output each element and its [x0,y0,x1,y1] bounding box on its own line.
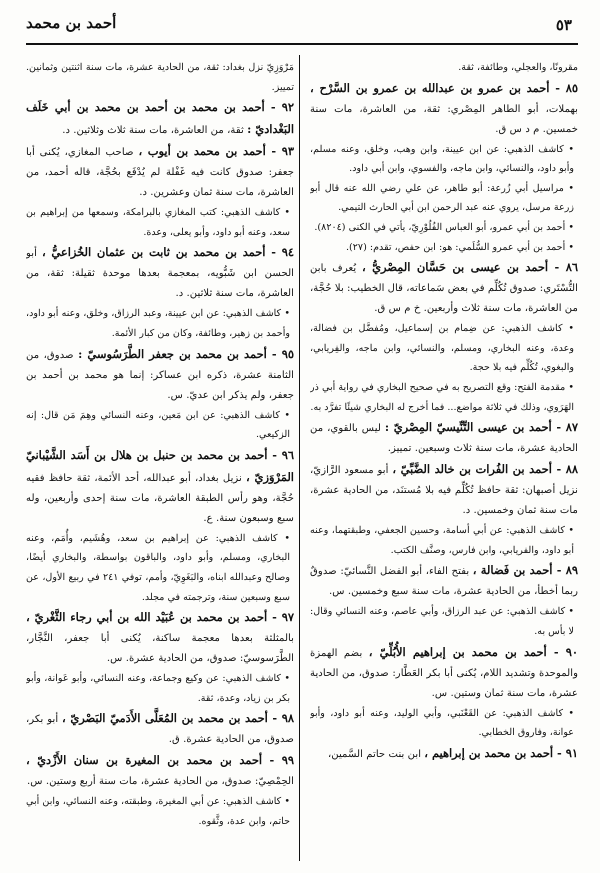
commentary-note: • كاشف الذهبي: عن ابن عيينة، وعبد الرزاق، وخلق، وعنه أبو داود، وأحمد بن زهير، وطائفة، وكان من كبار الأئمة. [26,308,290,339]
biography-entry [26,242,294,304]
commentary-note: • مراسيل أبي زُرعة: أبو طاهر، عن علي رضي الله عنه قال أبو زرعة مرسل، يروي عنه عبد الرحمن ابن أبي الحارث التيمي. [310,182,574,214]
biography-entry [26,141,294,203]
entry-text: صاحب المغازي، يُكنى أبا جعفر: صدوق كانت فيه غَفْلة لم يُدْفَع بحُجَّة، قاله أحمد، من العاشرة، مات سنة ثمان وعشرين. د. [26,147,294,199]
commentary-note: • كاشف الذهبي: عن إبراهيم بن سعد، وهُشَيم، وأُمَم، وعنه البخاري، ومسلم، وأبو داود، والباقون بواسطة، والبخاري أيضًا، وصالح وعبدالله ابناه، والبَغَوِيّ، وأمم، توفي ٢٤١ في ربيع الأول، عن سبع وسبعين سنة، وترجمته في مجلد. [26,532,290,603]
entry-heading: ٩٠ - أحمد بن محمد بن إبراهيم الأُبُلِّيّ ، [368,644,578,659]
commentary-note: • كاشف الذهبي: عن وكيع وجماعة، وعنه النسائي، وأبو عَوانة، وأبو بكر بن زياد، وعدة، ثقة. [26,673,290,704]
commentary-note: • كاشف الذهبي: عن ابن مَعين، وعنه النسائي وهِمَ مَن قال: إنه الزكيعي. [26,409,290,441]
entry-heading: ٩٤ - أحمد بن محمد بن ثابت بن عثمان الخُزاعيُّ ، [41,245,294,260]
biography-entry [310,743,578,765]
entry-heading: ٩٧ - أحمد بن محمد بن عُبَيْد الله بن أبي رجاء الثَّغْريّ ، [26,610,294,625]
entry-text: ليس بالقوي، من الحادية عشرة، مات سنة ثلاث وسبعين. تمييز. [310,423,578,455]
page-number: ٥٣ [555,16,572,34]
entry-text: صدوق، من الثامنة عشرة، ذكره ابن عساكر: إنما هو محمد بن أحمد بن جعفر، ولم يذكر ابن عديّ. س. [26,349,294,401]
entry-text: بضم الهمزة والموحدة وتشديد اللام، يُكنى أبا بكر العَطَّار: صدوق، من الحادية عشرة، مات سنة ثمان وستين. س. [310,647,578,699]
entry-text: ابن بنت حاتم السَّمين، [327,748,422,760]
commentary-note: • كاشف الذهبي: كتب المغازي بالبرامكة، وسمعها من إبراهيم بن سعد، وعنه أبو داود، وأبو يعلى، وعدة. [26,207,290,238]
commentary-note: • كاشف الذهبي: عن ابن عيينة، وابن وهب، وخلق، وعنه مسلم، وأبو داود، والنسائي، وابن ماجه، والفسوي، وابن أبي داود. [310,143,574,175]
biography-entry [26,97,294,141]
entry-heading: ٩٥ - أحمد بن محمد بن جعفر الطَّرَسُوسيّ : [78,346,294,361]
commentary-note: • كاشف الذهبي: عن أبي أسامة، وحسين الجعفي، وطبقتهما، وعنه أبو داود، والفريابي، وابن فارس، وصنَّف الكتب. [310,525,574,556]
biography-entry [26,708,294,750]
entry-heading: ٩٦ - أحمد بن محمد بن حنبل بن هلال بن أَسَد الشَّيْبانيّ المَرْوَزيّ ، [26,447,294,484]
entry-heading: ٨٨ - أحمد بن الفُرات بن خالد الضَّبِّيّ ، [392,462,578,477]
entry-heading: ٩٨ - أحمد بن محمد بن المُعَلَّى الأَدَميّ البَصْريّ ، [62,711,294,726]
entry-text: أبو مسعود الرَّازيّ، نزيل أصبهان: ثقة حافظ تُكُلِّم فيه بلا مُستنَد، من الحادية عشرة، مات سنة ثمان وخمسين. د. [310,465,578,517]
biography-entry [26,344,294,406]
continuation-text: مَرْوَزِيّ نزل بغداد: ثقة، من الحادية عشرة، مات سنة اثنتين وثمانين. تمييز. [26,62,294,93]
entry-text: بهملات، أبو الطاهر المِصْري: ثقة، من العاشرة، مات سنة خمسين. م د س ق. [310,103,578,135]
continuation-text: مقرونًا، والعجلي، وطائفة، ثقة. [458,62,578,73]
commentary-note: • أحمد بن أبي عمرو السُّلَمي: هو: ابن حفص، تقدم: (٢٧). [345,241,574,253]
biography-entry [310,417,578,459]
entry-heading: ٩٣ - أحمد بن محمد بن أيوب ، [138,144,294,159]
entry-heading: ٨٦ - أحمد بن عيسى بن حَسَّان المِصْريُّ ، [361,260,578,275]
biography-entry [310,560,578,602]
left-column [26,58,294,863]
commentary-note: • كاشف الذهبي: عن عبد الرزاق، وأبي عاصم، وعنه النسائي وقال: لا بأس به. [310,606,574,637]
entry-heading: ٩٩ - أحمد بن محمد بن المغيرة بن سنان الأَزْديّ ، [26,753,294,768]
biography-entry [310,78,578,140]
entry-heading: ٩٢ - أحمد بن محمد بن أحمد بن محمد بن أبي خَلَف البَغْداديّ : [26,100,294,137]
entry-text: أبو بكر، صدوق، من الحادية عشرة. ق. [26,714,294,746]
entry-heading: ٩١ - أحمد بن محمد بن إبراهيم ، [424,745,578,760]
column-divider [299,55,300,861]
commentary-note: • كاشف الذهبي: عن أبي المغيرة، وطبقته، وعنه النسائي، وابن أبي حاتم، وابن عدة، وثَّقوه. [26,796,290,827]
entry-text: بالمثلثة بعدها معجمة ساكنة، يُكنى أبا جعفر، النَّجَّار، الطَّرَسوسيّ: صدوق، من الحادية عشرة. س. [26,633,294,665]
commentary-note: • أحمد بن أبي عمرو، أبو العباس الفُلُوْرِيّ، يأتي في الكنى (٨٢٠٤). [314,221,574,233]
biography-entry [310,459,578,521]
entry-heading: ٨٧ - أحمد بن عيسى التِّنِّيسيّ المِصْريّ : [384,420,578,435]
entry-text: نزيل بغداد، أبو عبدالله، أحد الأئمة، ثقة حافظ فقيه حُجَّة، وهو رأس الطبقة العاشرة، مات سنة إحدى وأربعين، وله سبع وسبعون سنة. ع. [26,472,294,524]
biography-entry [310,257,578,319]
entry-text: الحِمْصِيّ: صدوق، من الحادية عشرة، مات سنة أربع وستين. س. [27,776,294,788]
entry-heading: ٨٥ - أحمد بن عمرو بن عبدالله بن عمرو بن السَّرْح ، [310,80,578,95]
biography-entry [26,607,294,669]
biography-entry [26,750,294,792]
entry-text: بفتح الفاء، أبو الفضل النَّسائيّ: صدوقٌ ربما أخطأ، من الحادية عشرة، مات سنة سبع وخمسين. س. [310,566,578,598]
header-rule [26,43,578,45]
right-column [310,58,578,863]
entry-text: أبو الحسن ابن شَبُّويه، بمعجمة بعدها موحدة ثقيلة: ثقة، من العاشرة، مات سنة ثلاثين. د. [26,248,294,300]
commentary-note: • كاشف الذهبي: عن ضِمام بن إسماعيل، ومُفضَّل بن فضالة، وعدة، وعنه البخاري، ومسلم، والنسائي، وابن ماجه، والفِريابي، والبغوي، تُكُلِّم فيه بلا حجة. [310,323,574,374]
entry-text: يُعرف بابن التُّسْتَري: صدوق تُكُلِّم في بعض سَماعاته، قال الخطيب: بلا حُجَّة، من العاشرة، مات سنة ثلاث وأربعين. خ م س ق. [310,263,578,315]
biography-entry [310,642,578,704]
running-header-title: أحمد بن محمد [26,14,117,32]
commentary-note: • مقدمة الفتح: وقع التصريح به في صحيح البخاري في رواية أبي ذر الهَرَوي، وذلك في ثلاثة مواضع... فما أخرج له البخاري شيئًا تفرَّد به. [310,381,574,413]
commentary-note: • كاشف الذهبي: عن القَعْنَبي، وأبي الوليد، وعنه أبو داود، وأبو عوانة، وفاروق الخطابي. [310,707,574,739]
entry-text: ثقة، من العاشرة، مات سنة ثلاث وثلاثين. د. [62,125,244,137]
entry-heading: ٨٩ - أحمد بن فَضالة ، [472,563,578,578]
biography-entry [26,445,294,529]
